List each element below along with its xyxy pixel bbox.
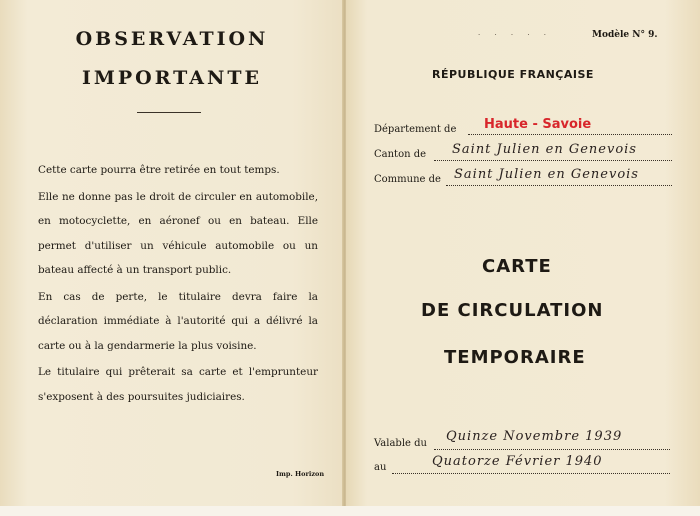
notice-paragraph-2: Elle ne donne pas le droit de circuler en automobile, en motocyclette, en aéronef ou en bateau. Elle permet d'utiliser un véhicule automobile ou un bateau affecté à un transport public. bbox=[38, 190, 318, 276]
canton-line bbox=[434, 160, 672, 161]
valable-line bbox=[434, 449, 670, 450]
departement-line bbox=[468, 134, 672, 135]
title-de-circulation: DE CIRCULATION bbox=[421, 300, 604, 321]
notice-paragraph-4: Le titulaire qui prêterait sa carte et l'emprunteur s'exposent à des poursuites judiciaires. bbox=[38, 366, 318, 403]
commune-handwriting: Saint Julien en Genevois bbox=[454, 167, 639, 182]
canton-label: Canton de bbox=[374, 149, 427, 160]
model-number: Modèle N° 9. bbox=[592, 30, 658, 40]
printer-imprint: Imp. Horizon bbox=[276, 470, 325, 478]
departement-label: Département de bbox=[374, 124, 457, 135]
commune-line bbox=[446, 185, 672, 186]
departement-stamp: Haute - Savoie bbox=[484, 117, 592, 132]
republique-francaise: RÉPUBLIQUE FRANÇAISE bbox=[432, 68, 594, 81]
commune-label: Commune de bbox=[374, 174, 441, 185]
bottom-edge bbox=[0, 506, 700, 516]
valable-label: Valable du bbox=[374, 438, 427, 449]
au-line bbox=[392, 473, 670, 474]
left-page bbox=[0, 0, 344, 516]
heading-importante: IMPORTANTE bbox=[81, 67, 263, 89]
notice-paragraph-1: Cette carte pourra être retirée en tout temps. bbox=[38, 164, 280, 176]
au-label: au bbox=[374, 462, 387, 473]
heading-observation: OBSERVATION bbox=[75, 28, 269, 50]
au-handwriting: Quatorze Février 1940 bbox=[432, 454, 603, 469]
notice-text bbox=[38, 158, 318, 411]
title-temporaire: TEMPORAIRE bbox=[444, 347, 586, 368]
faded-top-marks: · · · · · bbox=[478, 31, 553, 39]
canton-handwriting: Saint Julien en Genevois bbox=[452, 142, 637, 157]
title-carte: CARTE bbox=[482, 256, 552, 277]
heading-underline bbox=[137, 112, 201, 113]
notice-paragraph-3: En cas de perte, le titulaire devra faire la déclaration immédiate à l'autorité qui a délivré la carte ou à la gendarmerie la plus voisine. bbox=[38, 290, 318, 352]
valable-handwriting: Quinze Novembre 1939 bbox=[446, 429, 623, 444]
